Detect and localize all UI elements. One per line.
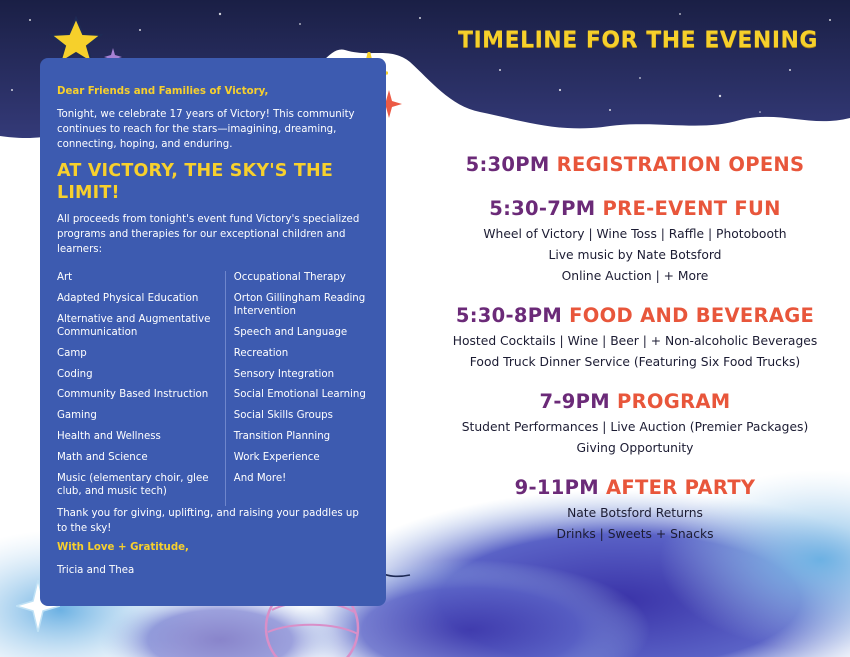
- program-item: Community Based Instruction: [57, 389, 209, 401]
- event-name: AFTER PARTY: [598, 476, 756, 499]
- letter-proceeds: All proceeds from tonight's event fund Victory's specialized programs and therapies for our exceptional children and learners:: [57, 214, 360, 255]
- timeline-event: [440, 387, 830, 459]
- timeline-event: [440, 194, 830, 287]
- program-item: Camp: [57, 347, 87, 359]
- timeline-event: [440, 150, 830, 180]
- event-name: PROGRAM: [609, 390, 731, 413]
- program-item: Work Experience: [233, 451, 320, 463]
- event-time: 9-11PM: [514, 476, 599, 499]
- event-detail: Wheel of Victory | Wine Toss | Raffle | Photobooth: [483, 227, 787, 241]
- programs-column-right: [226, 271, 370, 506]
- event-detail: Student Performances | Live Auction (Premier Packages): [461, 420, 809, 434]
- letter-closing: Thank you for giving, uplifting, and raising your paddles up to the sky!: [57, 507, 359, 534]
- event-detail: Live music by Nate Botsford: [548, 248, 722, 262]
- program-item: Sensory Integration: [233, 368, 335, 380]
- event-time: 5:30-7PM: [489, 197, 596, 220]
- event-heading: [440, 387, 830, 417]
- event-heading: [440, 194, 830, 224]
- event-detail: Hosted Cocktails | Wine | Beer | + Non-alcoholic Beverages: [452, 334, 818, 348]
- timeline-event: [440, 473, 830, 545]
- event-detail: Online Auction | + More: [561, 269, 709, 283]
- program-item: Adapted Physical Education: [57, 292, 199, 304]
- timeline-list: [440, 150, 830, 559]
- program-item: Social Skills Groups: [233, 410, 333, 422]
- letter-signature: Tricia and Thea: [57, 564, 135, 576]
- program-item: Social Emotional Learning: [233, 389, 366, 401]
- program-item: Alternative and Augmentative Communication: [57, 313, 211, 339]
- program-item: Music (elementary choir, glee club, and music tech): [57, 472, 209, 498]
- letter-greeting: Dear Friends and Families of Victory,: [57, 86, 269, 97]
- program-item: Gaming: [57, 410, 97, 422]
- program-item: Recreation: [233, 347, 289, 359]
- programs-column-left: [57, 271, 226, 506]
- letter-intro: Tonight, we celebrate 17 years of Victory! This community continues to reach for the stars—imagining, dreaming, connecting, hoping, and enduring.: [57, 109, 355, 150]
- event-name: FOOD AND BEVERAGE: [562, 304, 815, 327]
- program-item: Coding: [57, 368, 93, 380]
- event-detail: Drinks | Sweets + Snacks: [556, 527, 714, 541]
- event-heading: [440, 473, 830, 503]
- event-time: 5:30PM: [465, 153, 550, 176]
- letter-sign-off: With Love + Gratitude,: [57, 541, 189, 553]
- event-heading: [440, 150, 830, 180]
- program-item: Health and Wellness: [57, 431, 161, 443]
- event-detail: Food Truck Dinner Service (Featuring Six Food Trucks): [469, 355, 801, 369]
- event-detail: Nate Botsford Returns: [567, 506, 703, 520]
- program-item: Art: [57, 272, 73, 283]
- program-item: And More!: [233, 472, 287, 484]
- event-time: 5:30-8PM: [455, 304, 563, 327]
- program-item: Speech and Language: [233, 327, 348, 339]
- letter-card: [40, 58, 386, 606]
- program-item: Orton Gillingham Reading Intervention: [233, 292, 366, 318]
- event-name: PRE-EVENT FUN: [595, 197, 781, 220]
- event-name: REGISTRATION OPENS: [549, 153, 805, 176]
- letter-headline: AT VICTORY, THE SKY'S THE LIMIT!: [57, 161, 334, 203]
- event-heading: [440, 301, 830, 331]
- programs-list: [57, 271, 370, 506]
- event-time: 7-9PM: [539, 390, 610, 413]
- program-item: Transition Planning: [233, 431, 331, 443]
- program-item: Occupational Therapy: [233, 272, 346, 283]
- event-detail: Giving Opportunity: [576, 441, 694, 455]
- timeline-event: [440, 301, 830, 373]
- program-item: Math and Science: [57, 451, 148, 463]
- timeline-title: TIMELINE FOR THE EVENING: [457, 28, 818, 53]
